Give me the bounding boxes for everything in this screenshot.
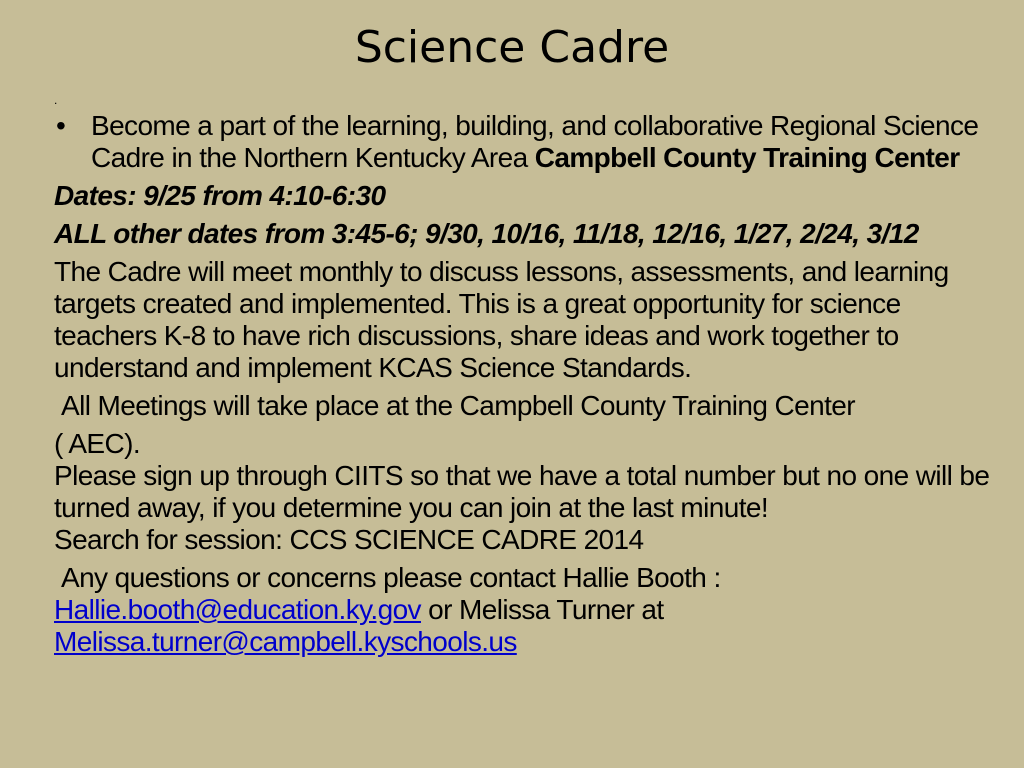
contact-line [54, 594, 1004, 626]
bullet-item [54, 110, 1004, 174]
slide-body [54, 86, 1004, 658]
meetings-line-2: ( AEC). [54, 428, 141, 459]
contact-mid-text: or Melissa Turner at [420, 594, 664, 625]
email-link-hallie[interactable]: Hallie.booth@education.ky.gov [54, 594, 421, 625]
dates-other: ALL other dates from 3:45-6; 9/30, 10/16, 11/18, 12/16, 1/27, 2/24, 3/12 [54, 218, 919, 249]
meetings-line-1: All Meetings will take place at the Campbell County Training Center [61, 390, 855, 421]
dates-first: Dates: 9/25 from 4:10-6:30 [54, 180, 386, 211]
email-link-melissa[interactable]: Melissa.turner@campbell.kyschools.us [54, 626, 517, 657]
contact-line-2 [54, 626, 1004, 658]
signup-text: Please sign up through CIITS so that we have a total number but no one will be turned away, if you determine you can join at the last minute! [54, 460, 990, 523]
contact-intro: Any questions or concerns please contact Hallie Booth : [61, 562, 721, 593]
search-text: Search for session: CCS SCIENCE CADRE 2014 [54, 524, 644, 555]
description: The Cadre will meet monthly to discuss lessons, assessments, and learning targets created and implemented. This is a great opportunity for science teachers K-8 to have rich discussions, share ideas and work together to understand and implement KCAS Science Standards. [54, 256, 949, 383]
stray-dot: . [54, 93, 57, 107]
bullet-text: Become a part of the learning, building, and collaborative Regional Science Cadre in the Northern Kentucky Area [91, 110, 979, 173]
slide-title: Science Cadre [354, 22, 670, 73]
bullet-bold-text: Campbell County Training Center [534, 142, 960, 173]
bullet-glyph: • [56, 110, 66, 141]
